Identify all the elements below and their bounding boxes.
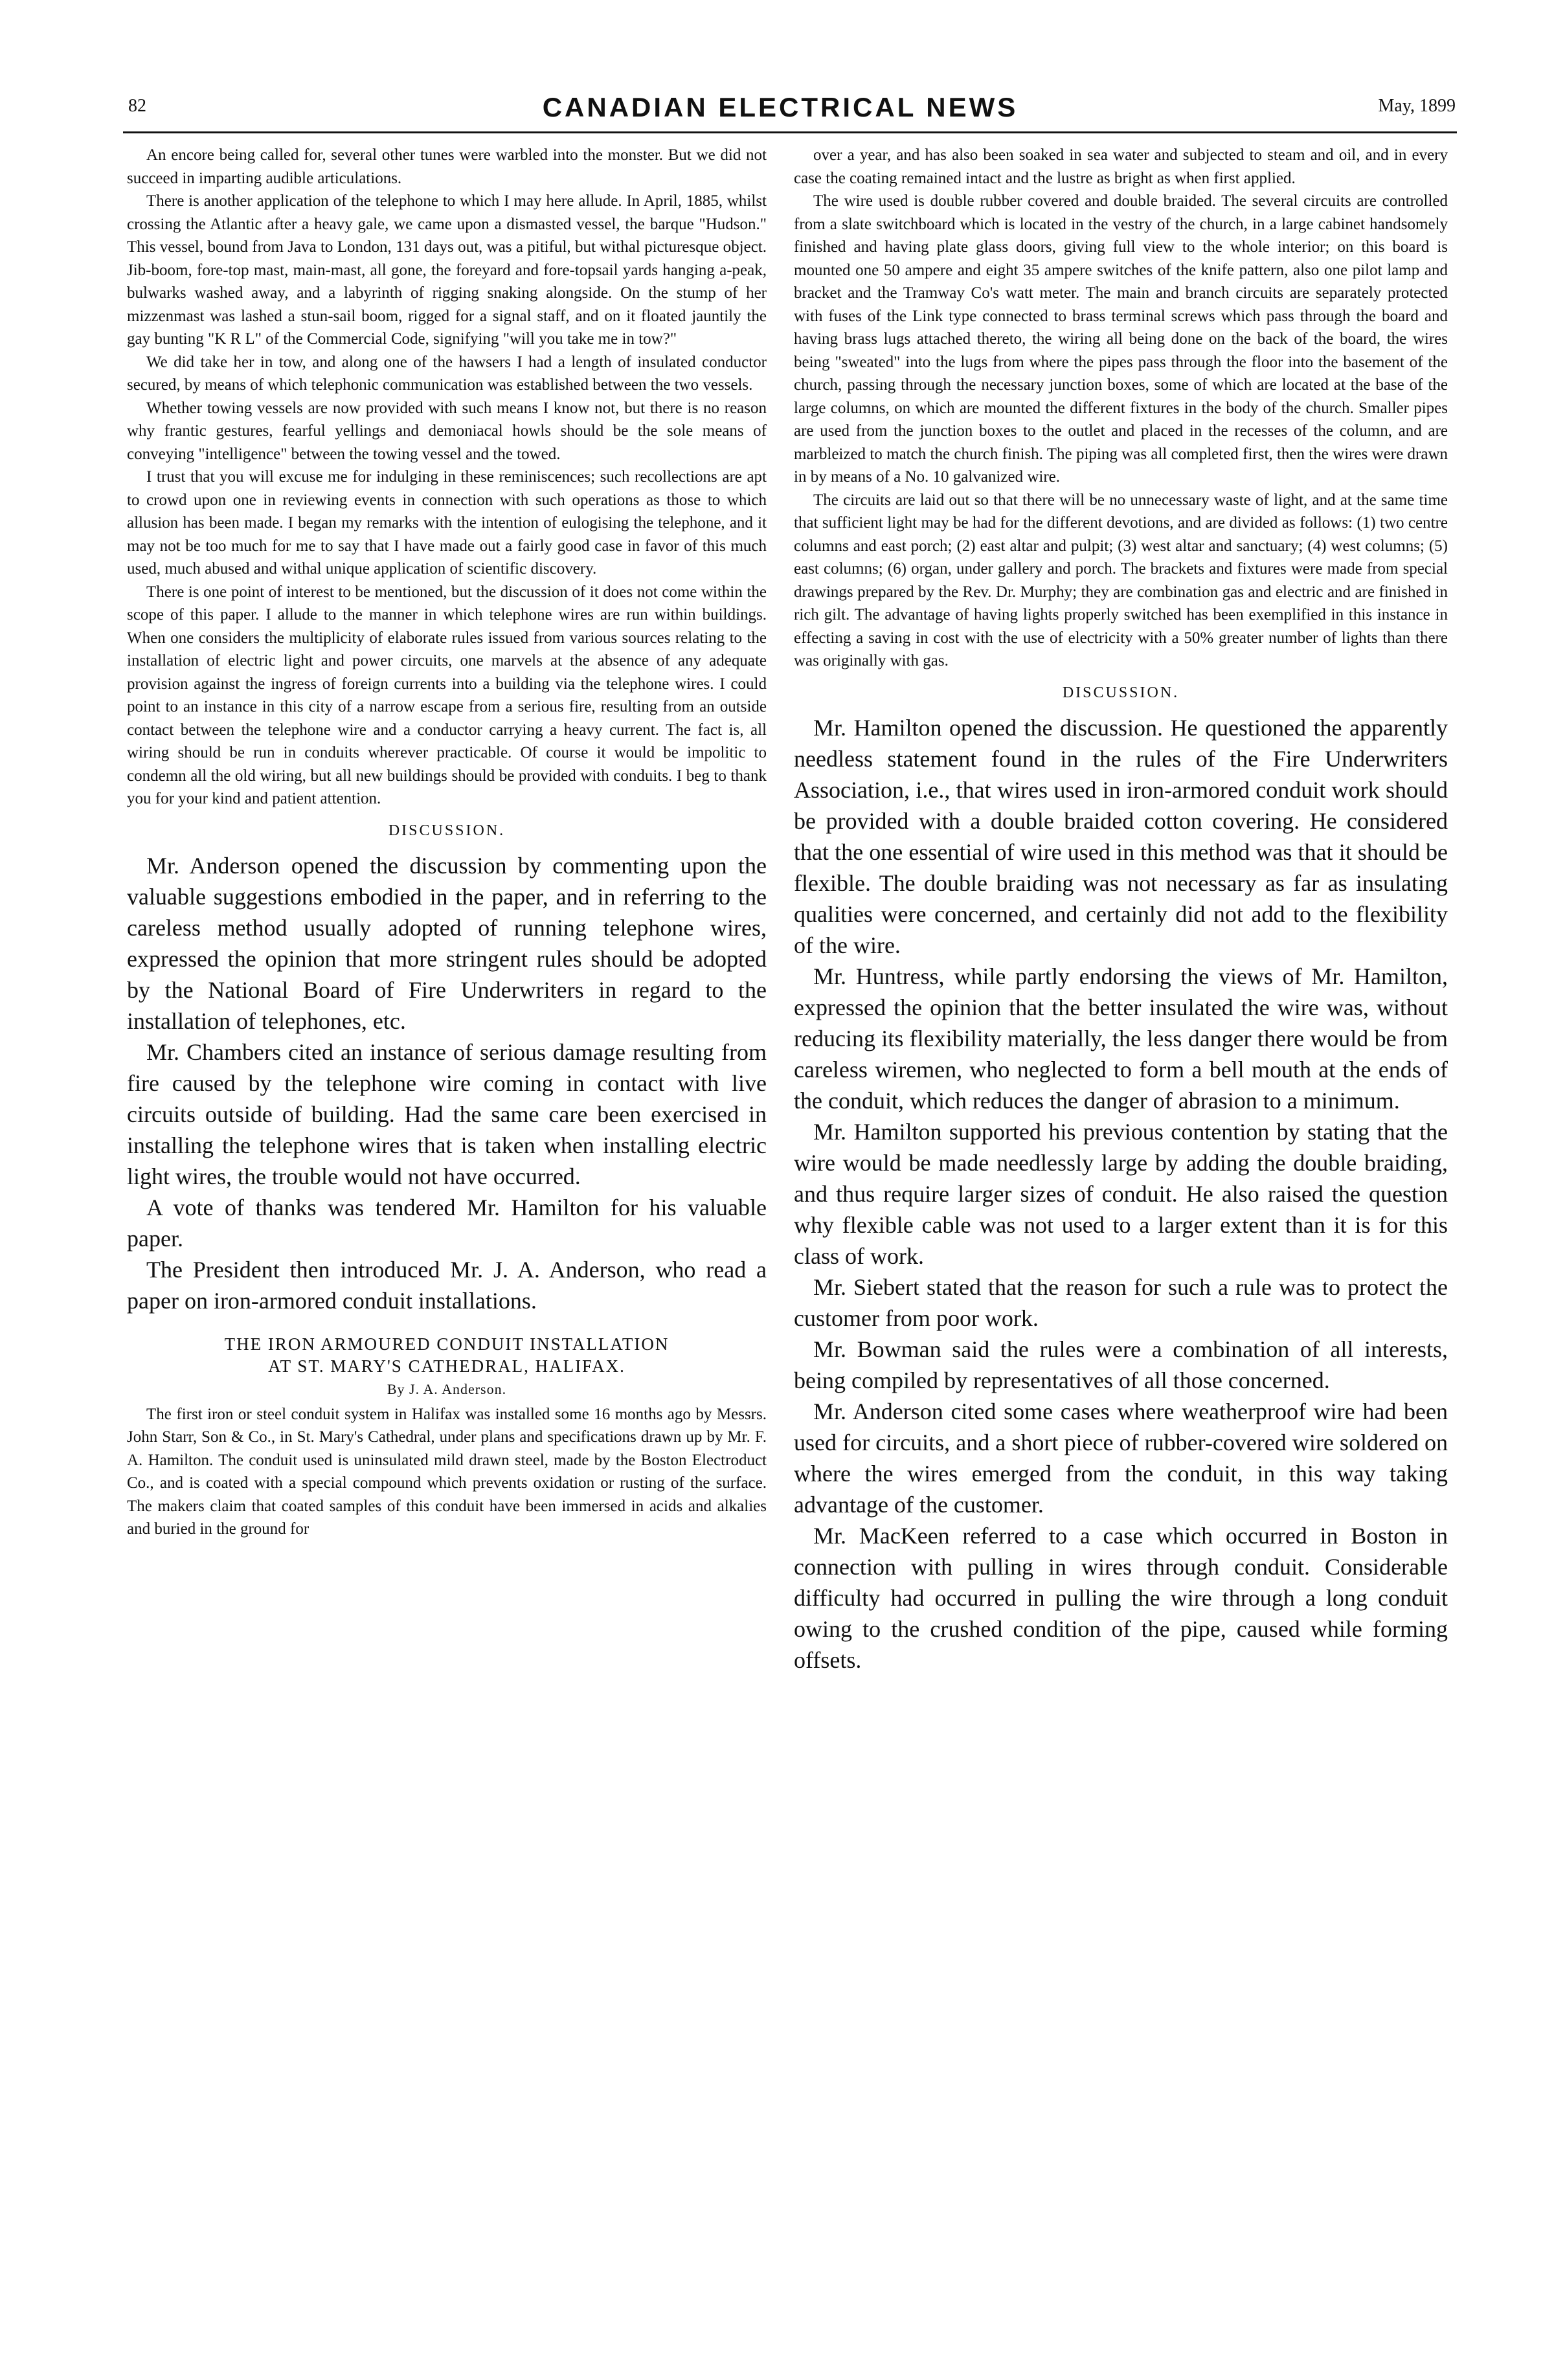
discussion-paragraph: Mr. Anderson opened the discussion by commenting upon the valuable suggestions embodied in the paper, and in referring to the careless method usually adopted of running telephone wires, expressed the opinion that more stringent rules should be adopted by the National Board of Fire Underwriters in regard to the installation of telephones, etc.: [127, 852, 767, 1034]
right-column: [794, 144, 1448, 2358]
left-paragraph: There is another application of the telephone to which I may here allude. In April, 1885, whilst crossing the Atlantic after a heavy gale, we came upon a dismasted vessel, the barque "Hudson." This vessel, bound from Java to London, 131 days out, was a pitiful, but withal picturesque object. Jib-boom, fore-top mast, main-mast, all gone, the foreyard and fore-topsail yards hanging a-peak, bulwarks washed away, and a labyrinth of rigging snaking alongside. On the stump of her mizzenmast was lashed a stun-sail boom, rigged for a signal staff, and on it floated jauntily the gay bunting "K R L" of the Commercial Code, signifying "will you take me in tow?": [127, 192, 767, 348]
article-byline: By J. A. Anderson.: [387, 1380, 507, 1397]
right-paragraph: over a year, and has also been soaked in sea water and subjected to steam and oil, and in every case the coating remained intact and the lustre as bright as when first applied.: [794, 146, 1448, 187]
right-paragraph: The wire used is double rubber covered and double braided. The several circuits are controlled from a slate switchboard which is located in the vestry of the church, in a large cabinet handsomely finished and having plate glass doors, giving full view to the whole interior; on this board is mounted one 50 ampere and eight 35 ampere switches of the knife pattern, also one pilot lamp and bracket and the Tramway Co's watt meter. The main and branch circuits are separately protected with fuses of the Link type connected to brass terminal screws which pass through the board and having brass lugs attached thereto, the wiring all being done on the back of the board, the wires being "sweated" into the lugs from where the pipes pass through the floor into the basement of the church, passing through the necessary junction boxes, some of which are located at the base of the large columns, on which are mounted the different fixtures in the body of the church. Smaller pipes are used from the junction boxes to the outlet and placed in the recesses of the column, and are marbleized to match the church finish. The piping was all completed first, then the wires were drawn in by means of a No. 10 galvanized wire.: [794, 192, 1448, 486]
discussion-paragraph: Mr. Hamilton opened the discussion. He questioned the apparently needless statement found in the rules of the Fire Underwriters Association, i.e., that wires used in iron-armored conduit work should be provided with a double braided cotton covering. He considered that the one essential of wire used in this method was that it should be flexible. The double braiding was not necessary as far as insulating qualities were concerned, and certainly did not add to the flexibility of the wire.: [794, 714, 1448, 958]
header-rule: [123, 131, 1457, 133]
article-title-line: AT ST. MARY'S CATHEDRAL, HALIFAX.: [268, 1356, 625, 1376]
discussion-heading: DISCUSSION.: [1062, 684, 1180, 701]
masthead-title: CANADIAN ELECTRICAL NEWS: [542, 92, 1019, 122]
left-paragraph: Whether towing vessels are now provided with such means I know not, but there is no reason why frantic gestures, fearful yellings and demoniacal howls should be the sole means of conveying "intelligence" between the towing vessel and the towed.: [127, 399, 767, 463]
article-title-line: THE IRON ARMOURED CONDUIT INSTALLATION: [224, 1334, 670, 1354]
left-paragraph: An encore being called for, several other tunes were warbled into the monster. But we did not succeed in imparting audible articulations.: [127, 146, 767, 187]
discussion-paragraph: Mr. Chambers cited an instance of serious damage resulting from fire caused by the telephone wire coming in contact with live circuits outside of building. Had the same care been exercised in installing the telephone wires that is taken when installing electric light wires, the trouble would not have occurred.: [127, 1038, 767, 1189]
left-paragraph: There is one point of interest to be mentioned, but the discussion of it does not come within the scope of this paper. I allude to the manner in which telephone wires are run within buildings. When one considers the multiplicity of elaborate rules issued from various sources relating to the installation of electric light and power circuits, one marvels at the absence of any adequate provision against the ingress of foreign currents into a building via the telephone wires. I could point to an instance in this city of a narrow escape from a serious fire, resulting from an outside contact between the telephone wire and a conductor carrying a heavy current. The fact is, all wiring should be run in conduits wherever practicable. Of course it would be impolitic to condemn all the old wiring, but all new buildings should be provided with conduits. I beg to thank you for your kind and patient attention.: [127, 583, 767, 807]
right-paragraph: The circuits are laid out so that there will be no unnecessary waste of light, and at the same time that sufficient light may be had for the different devotions, and are divided as follows: (1) two centre columns and east porch; (2) east altar and pulpit; (3) west altar and sanctuary; (4) west columns; (5) east columns; (6) organ, under gallery and porch. The brackets and fixtures were made from special drawings prepared by the Rev. Dr. Murphy; they are combination gas and electric and are finished in rich gilt. The advantage of having lights properly switched has been exemplified in this instance in effecting a saving in cost with the use of electricity with a 50% greater number of lights than there was originally with gas.: [794, 491, 1448, 669]
page-header: [91, 92, 1470, 127]
discussion-paragraph: Mr. Bowman said the rules were a combination of all interests, being compiled by representatives of all those concerned.: [794, 1336, 1448, 1393]
left-column: [127, 144, 767, 2358]
left-paragraph: I trust that you will excuse me for indulging in these reminiscences; such recollections are apt to crowd upon one in reviewing events in connection with such operations as those to which allusion has been made. I began my remarks with the intention of eulogising the telephone, and it may not be too much for me to say that I have made out a fairly good case in favor of this much used, much abused and withal unique application of scientific discovery.: [127, 468, 767, 578]
discussion-paragraph: The President then introduced Mr. J. A. Anderson, who read a paper on iron-armored conduit installations.: [127, 1256, 767, 1314]
page-number: 82: [128, 96, 146, 116]
article-title: [127, 1333, 767, 1377]
discussion-heading: DISCUSSION.: [388, 822, 506, 839]
discussion-paragraph: A vote of thanks was tendered Mr. Hamilton for his valuable paper.: [127, 1194, 767, 1252]
discussion-paragraph: Mr. Siebert stated that the reason for such a rule was to protect the customer from poor work.: [794, 1274, 1448, 1331]
article-paragraph: The first iron or steel conduit system in Halifax was installed some 16 months ago by Messrs. John Starr, Son & Co., in St. Mary's Cathedral, under plans and specifications drawn up by Mr. F. A. Hamilton. The conduit used is uninsulated mild drawn steel, made by the Boston Electroduct Co., and is coated with a special compound which prevents oxidation or rusting of the surface. The makers claim that coated samples of this conduit have been immersed in acids and alkalies and buried in the ground for: [127, 1405, 767, 1538]
discussion-paragraph: Mr. Anderson cited some cases where weatherproof wire had been used for circuits, and a short piece of rubber-covered wire soldered on where the wires emerged from the conduit, in this way taking advantage of the customer.: [794, 1398, 1448, 1518]
left-paragraph: We did take her in tow, and along one of the hawsers I had a length of insulated conductor secured, by means of which telephonic communication was established between the two vessels.: [127, 353, 767, 394]
discussion-paragraph: Mr. Huntress, while partly endorsing the views of Mr. Hamilton, expressed the opinion that the better insulated the wire was, without reducing its flexibility materially, the less danger there would be from careless wiremen, who neglected to form a bell mouth at the ends of the conduit, which reduces the danger of abrasion to a minimum.: [794, 963, 1448, 1114]
discussion-paragraph: Mr. Hamilton supported his previous contention by stating that the wire would be made needlessly large by adding the double braiding, and thus require larger sizes of conduit. He also raised the question why flexible cable was not used to a larger extent than it is for this class of work.: [794, 1118, 1448, 1269]
discussion-paragraph: Mr. MacKeen referred to a case which occurred in Boston in connection with pulling in wires through conduit. Considerable difficulty had occurred in pulling the wire through a long conduit owing to the crushed condition of the pipe, caused while forming offsets.: [794, 1522, 1448, 1673]
issue-date: May, 1899: [1378, 96, 1456, 116]
